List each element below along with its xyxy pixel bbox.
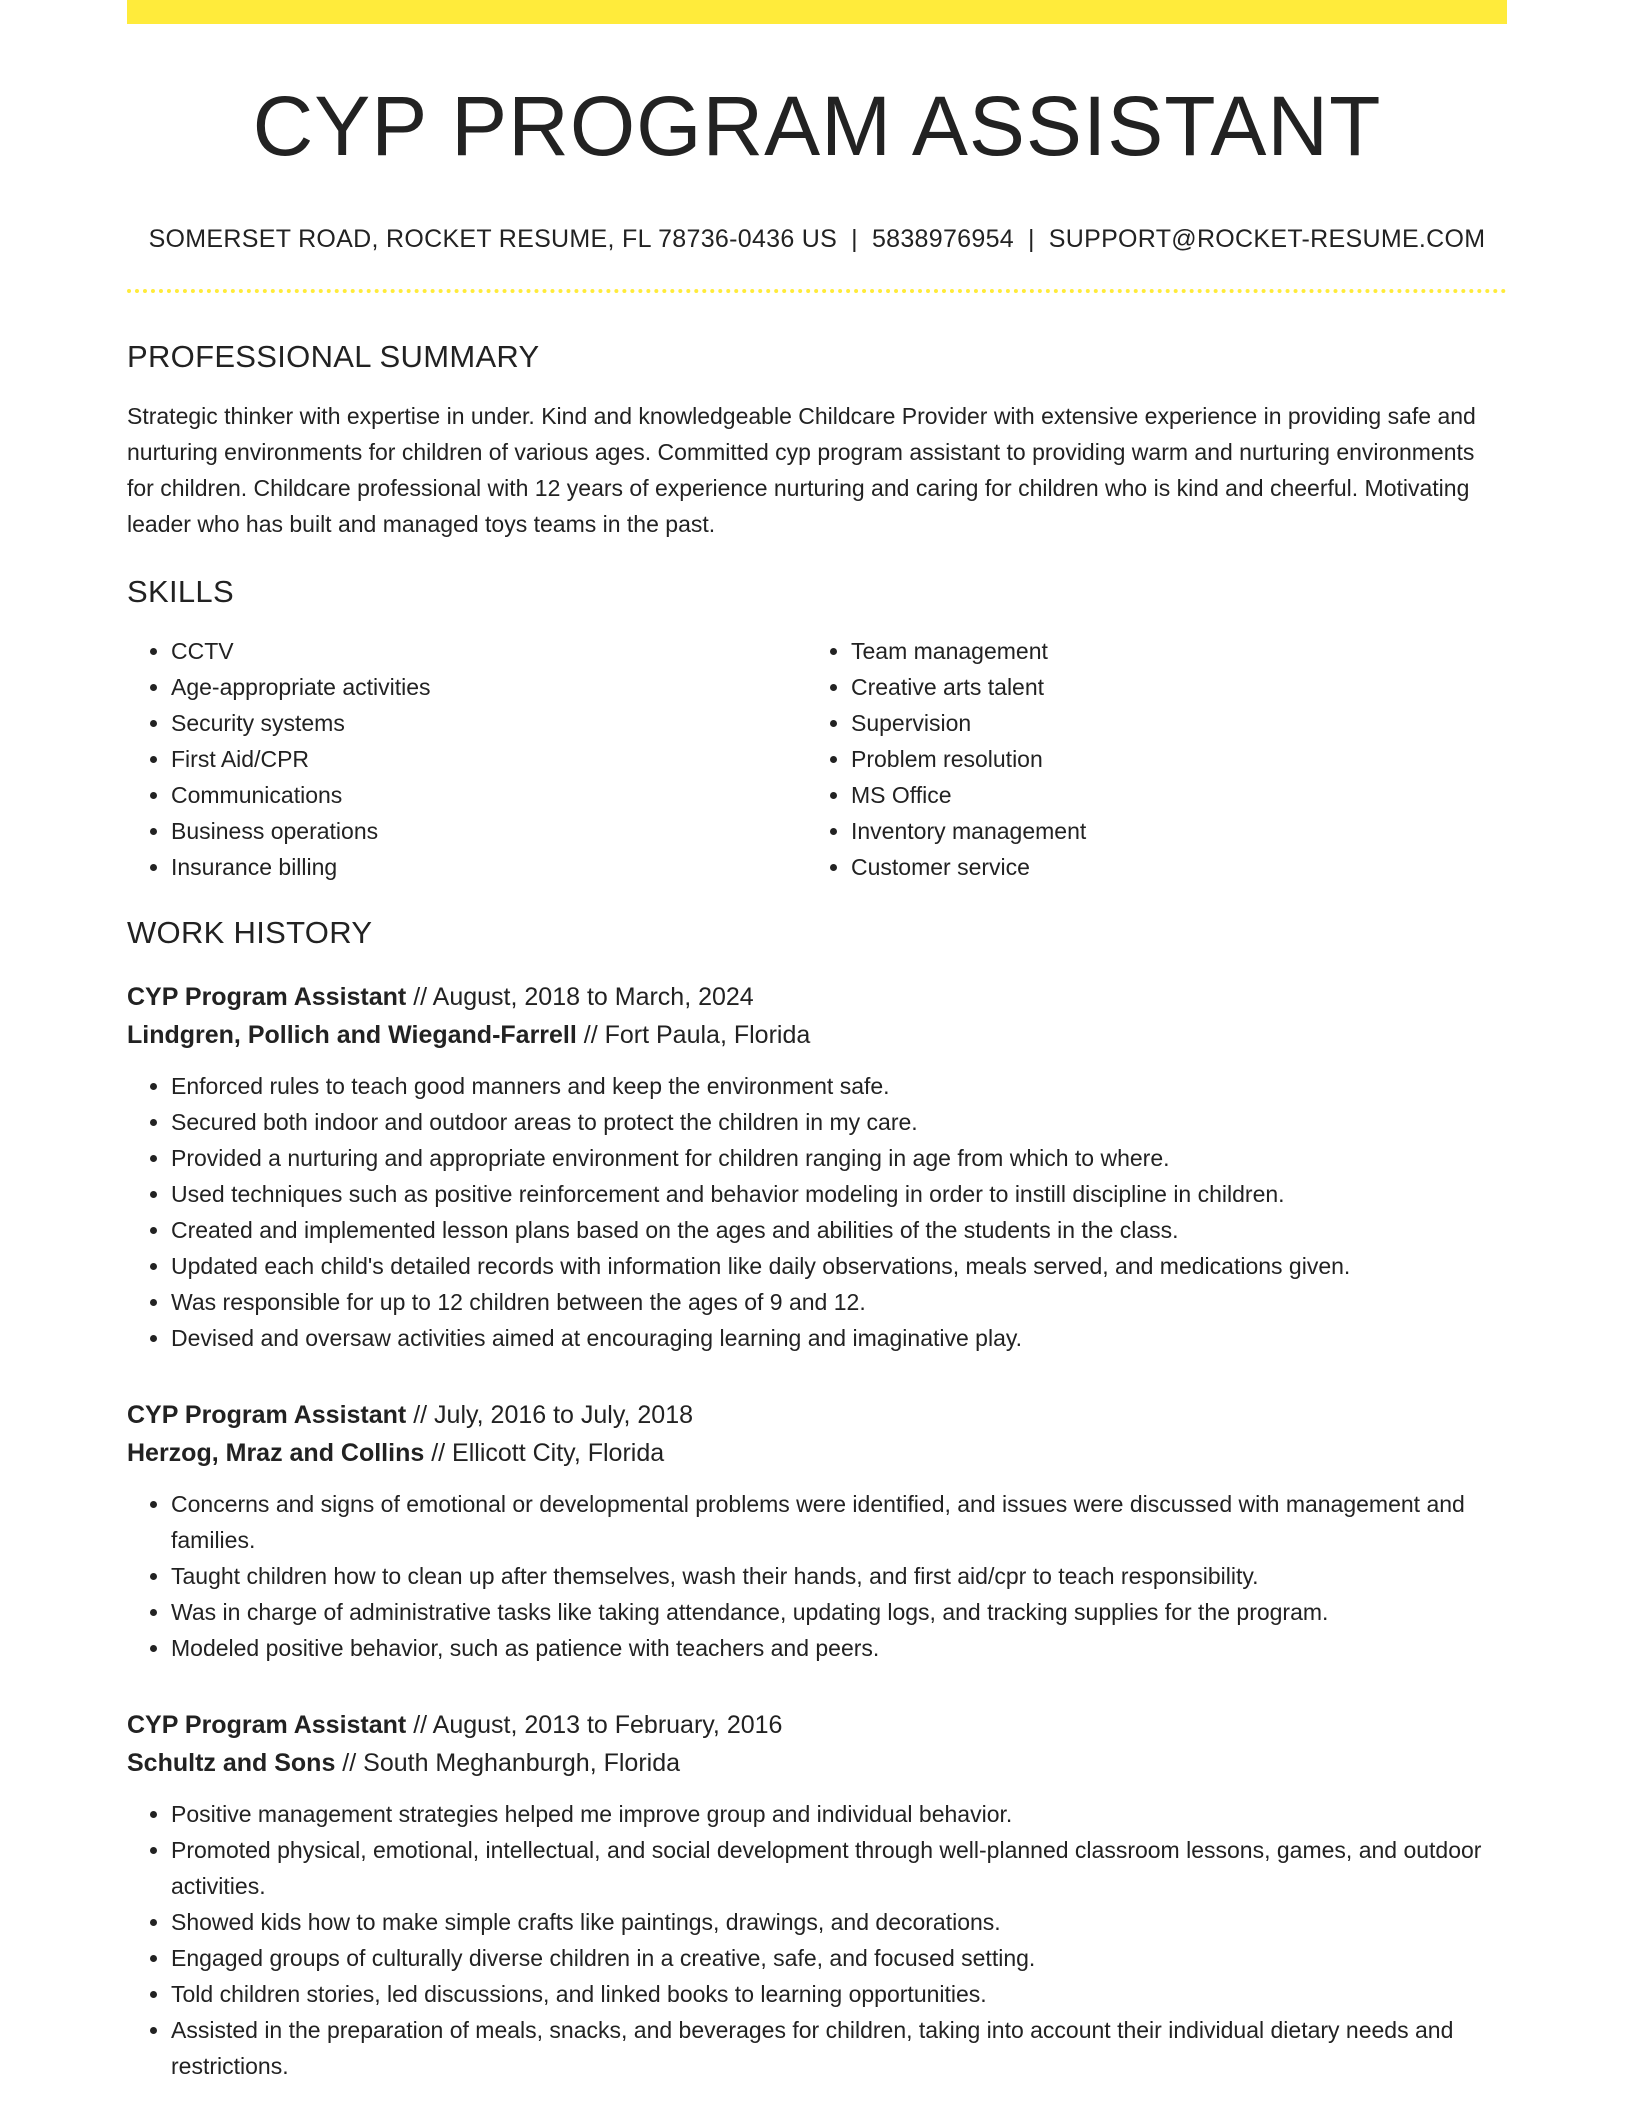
skills-list-left — [127, 633, 807, 885]
summary-text: Strategic thinker with expertise in under. Kind and knowledgeable Childcare Provider with extensive experience in providing safe and nurturing environments for children of various ages. Committed cyp program assistant to providing warm and nurturing environments for children. Childcare professional with 12 years of experience nurturing and caring for children who is kind and cheerful. Motivating leader who has built and managed toys teams in the past. — [127, 403, 1476, 537]
resume-page — [127, 0, 1507, 2084]
job-bullet: • Modeled positive behavior, such as patience with teachers and peers. — [171, 1630, 1507, 1666]
job-bullet: • Created and implemented lesson plans based on the ages and abilities of the students in the class. — [171, 1212, 1507, 1248]
job-company-line — [127, 1744, 1507, 1782]
job-title: CYP Program Assistant — [127, 983, 407, 1011]
skill-item: • Customer service — [851, 849, 1487, 885]
job-title: CYP Program Assistant — [127, 1401, 407, 1429]
job-bullet: • Devised and oversaw activities aimed at encouraging learning and imaginative play. — [171, 1320, 1507, 1356]
job-bullet: • Used techniques such as positive reinforcement and behavior modeling in order to instill discipline in children. — [171, 1176, 1507, 1212]
top-accent-bar — [127, 0, 1507, 24]
job-bullet: • Updated each child's detailed records with information like daily observations, meals served, and medications given. — [171, 1248, 1507, 1284]
job-title-line — [127, 978, 1507, 1016]
skill-item: • Creative arts talent — [851, 669, 1487, 705]
skill-item: • Age-appropriate activities — [171, 669, 807, 705]
job-bullet: • Enforced rules to teach good manners and keep the environment safe. — [171, 1068, 1507, 1104]
section-heading-skills: SKILLS — [127, 574, 234, 609]
job-bullet: • Showed kids how to make simple crafts like paintings, drawings, and decorations. — [171, 1904, 1507, 1940]
job-bullet: • Told children stories, led discussions, and linked books to learning opportunities. — [171, 1976, 1507, 2012]
contact-separator: | — [1027, 225, 1035, 253]
job-title-line — [127, 1706, 1507, 1744]
job-dates: // July, 2016 to July, 2018 — [406, 1401, 694, 1429]
contact-email[interactable]: SUPPORT@ROCKET-RESUME.COM — [1048, 225, 1486, 253]
job-company: Lindgren, Pollich and Wiegand-Farrell — [127, 1021, 577, 1049]
skill-item: • Team management — [851, 633, 1487, 669]
skill-item: • Supervision — [851, 705, 1487, 741]
job-bullet: • Provided a nurturing and appropriate environment for children ranging in age from which to where. — [171, 1140, 1507, 1176]
contact-address: SOMERSET ROAD, ROCKET RESUME, FL 78736-0436 US — [148, 225, 838, 253]
contact-separator: | — [851, 225, 858, 253]
skills-list-right — [807, 633, 1487, 885]
job-entry — [127, 978, 1507, 1356]
job-bullet: • Assisted in the preparation of meals, snacks, and beverages for children, taking into account their individual dietary needs and restrictions. — [171, 2012, 1507, 2084]
job-company-line — [127, 1016, 1507, 1054]
job-bullet: • Taught children how to clean up after themselves, wash their hands, and first aid/cpr to teach responsibility. — [171, 1558, 1507, 1594]
work-history-section — [127, 917, 1507, 2084]
skill-item: • CCTV — [171, 633, 807, 669]
professional-summary-section — [127, 341, 1507, 542]
skill-item: • Communications — [171, 777, 807, 813]
job-bullet: • Engaged groups of culturally diverse children in a creative, safe, and focused setting. — [171, 1940, 1507, 1976]
skills-section — [127, 576, 1507, 885]
job-title-line — [127, 1396, 1507, 1434]
skill-item: • Inventory management — [851, 813, 1487, 849]
skill-item: • First Aid/CPR — [171, 741, 807, 777]
job-list — [127, 978, 1507, 2084]
section-heading-work: WORK HISTORY — [127, 915, 373, 950]
resume-title: CYP PROGRAM ASSISTANT — [252, 79, 1382, 173]
job-location: // Fort Paula, Florida — [576, 1021, 811, 1049]
job-company-line — [127, 1434, 1507, 1472]
job-dates: // August, 2013 to February, 2016 — [406, 1711, 783, 1739]
dotted-divider — [127, 289, 1507, 293]
job-bullet: • Was in charge of administrative tasks like taking attendance, updating logs, and tracking supplies for the program. — [171, 1594, 1507, 1630]
job-bullet-list — [127, 1796, 1507, 2084]
skill-item: • MS Office — [851, 777, 1487, 813]
skills-grid — [127, 633, 1507, 885]
skill-item: • Security systems — [171, 705, 807, 741]
contact-line — [127, 227, 1507, 252]
job-company: Schultz and Sons — [127, 1749, 336, 1777]
job-company: Herzog, Mraz and Collins — [127, 1439, 425, 1467]
job-dates: // August, 2018 to March, 2024 — [406, 983, 754, 1011]
job-bullet: • Positive management strategies helped me improve group and individual behavior. — [171, 1796, 1507, 1832]
contact-phone: 5838976954 — [871, 225, 1014, 253]
job-entry — [127, 1396, 1507, 1666]
job-entry — [127, 1706, 1507, 2084]
section-heading-summary: PROFESSIONAL SUMMARY — [127, 339, 540, 374]
job-bullet: • Concerns and signs of emotional or developmental problems were identified, and issues were discussed with management and families. — [171, 1486, 1507, 1558]
job-bullet-list — [127, 1486, 1507, 1666]
job-bullet: • Promoted physical, emotional, intellectual, and social development through well-planned classroom lessons, games, and outdoor activities. — [171, 1832, 1507, 1904]
job-bullet: • Was responsible for up to 12 children between the ages of 9 and 12. — [171, 1284, 1507, 1320]
skill-item: • Problem resolution — [851, 741, 1487, 777]
job-location: // South Meghanburgh, Florida — [335, 1749, 681, 1777]
skill-item: • Insurance billing — [171, 849, 807, 885]
job-location: // Ellicott City, Florida — [424, 1439, 665, 1467]
job-bullet: • Secured both indoor and outdoor areas to protect the children in my care. — [171, 1104, 1507, 1140]
skill-item: • Business operations — [171, 813, 807, 849]
job-bullet-list — [127, 1068, 1507, 1356]
job-title: CYP Program Assistant — [127, 1711, 407, 1739]
